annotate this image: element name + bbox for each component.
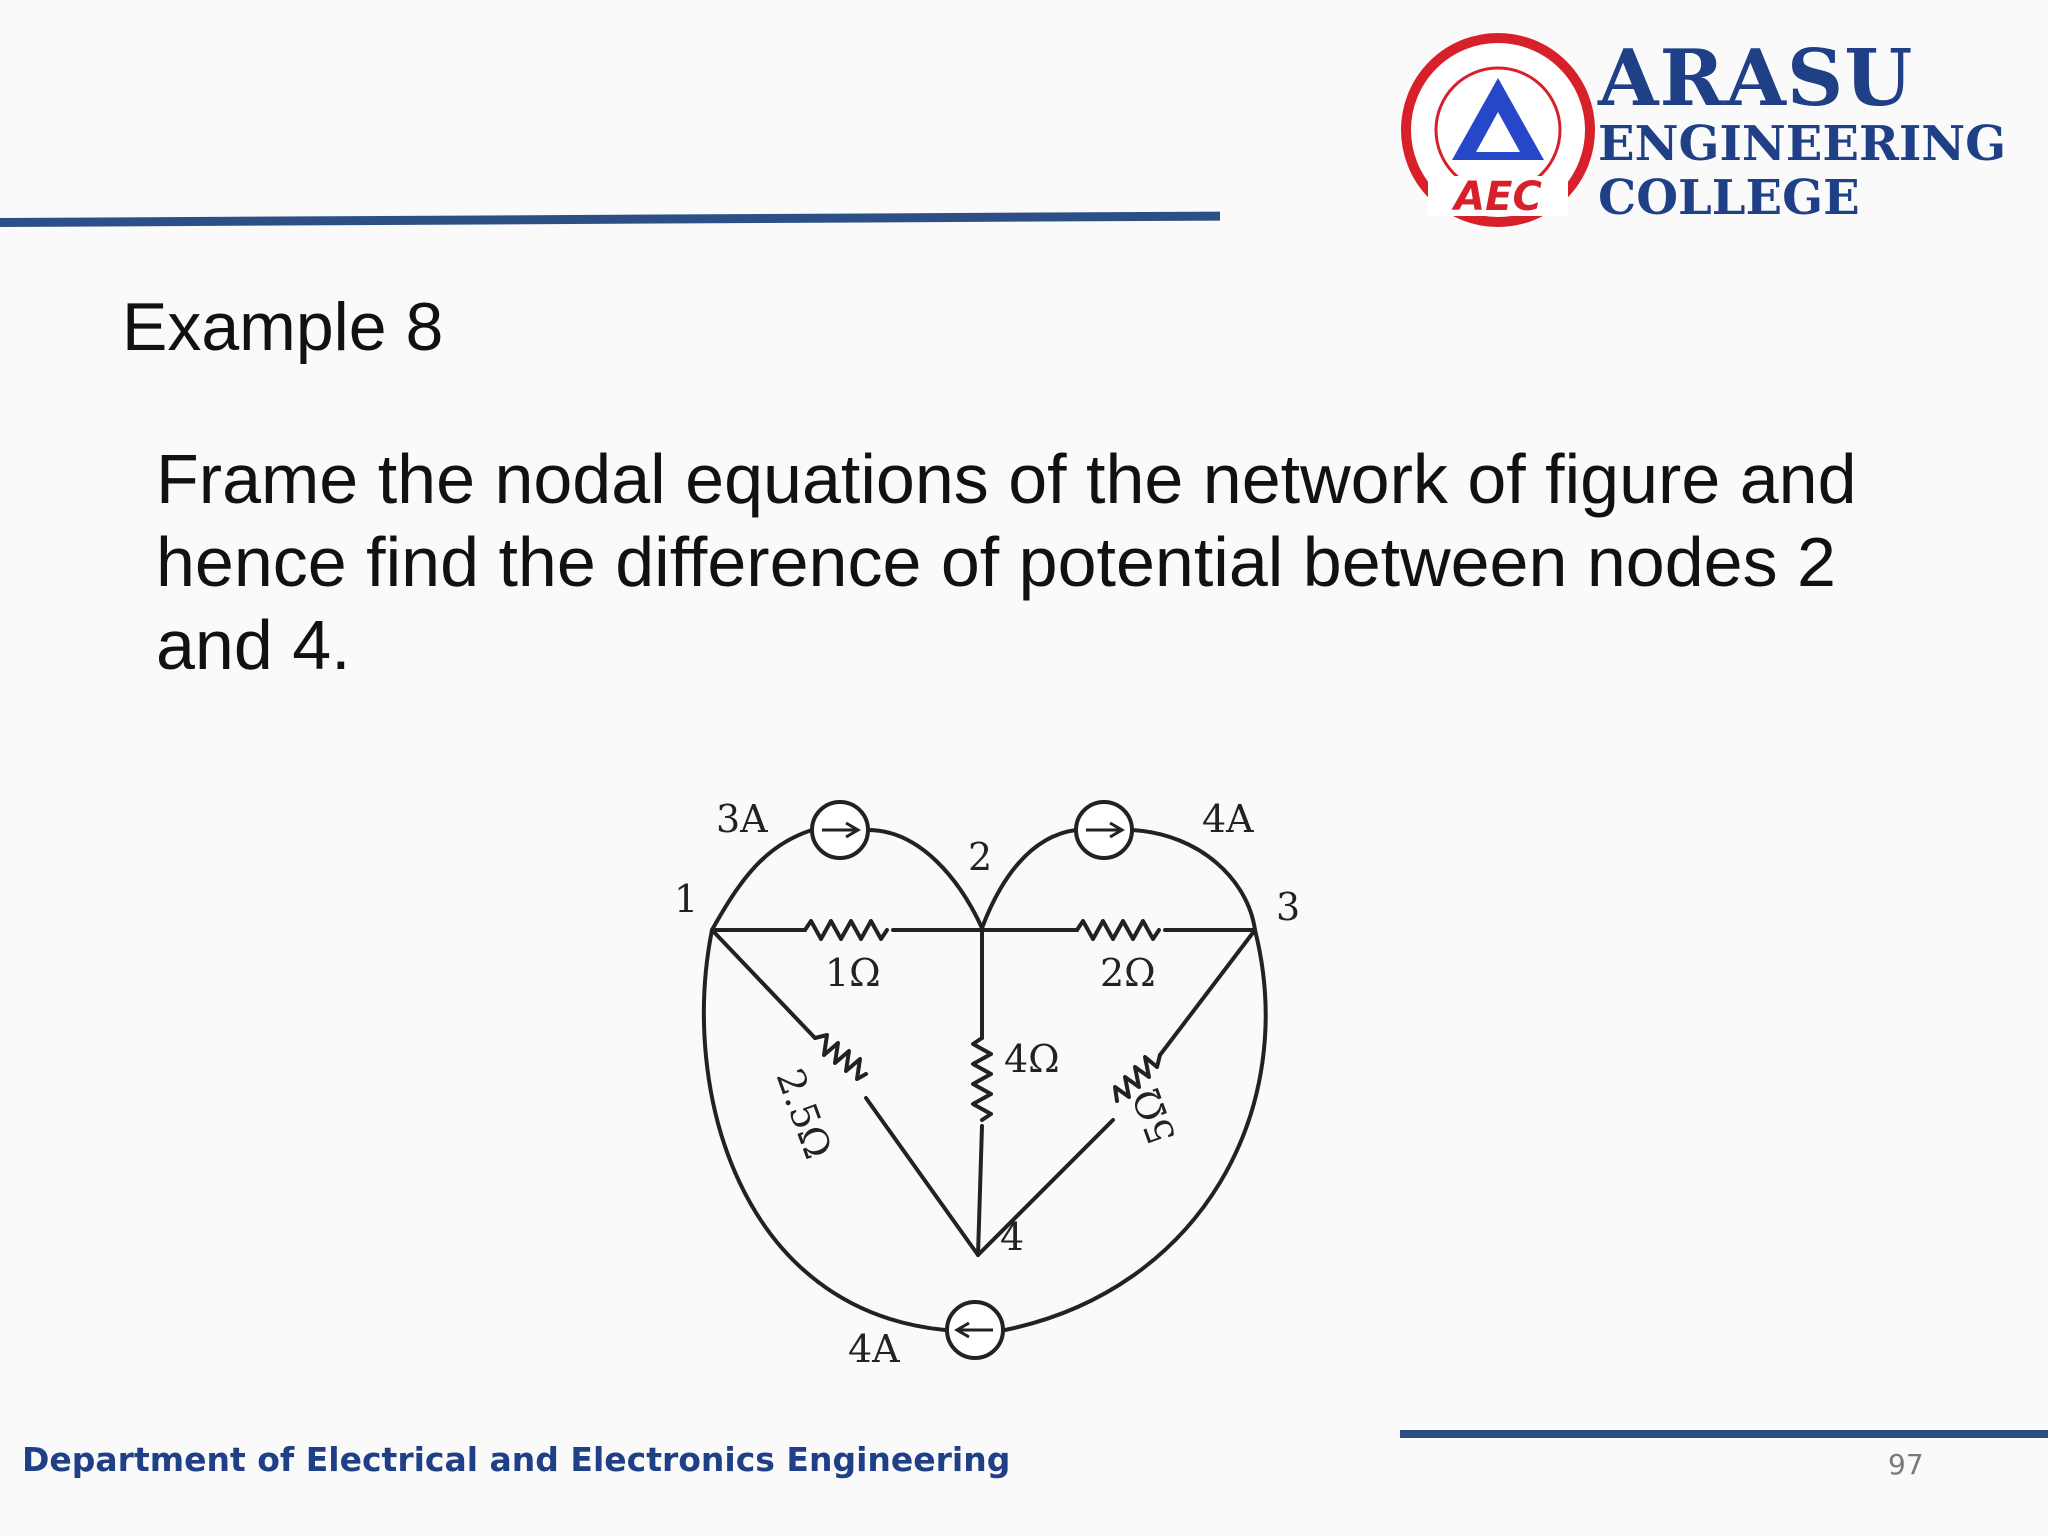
college-seal-icon bbox=[1398, 30, 1598, 230]
example-title: Example 8 bbox=[122, 289, 444, 365]
wire-arc-3A-2 bbox=[868, 830, 982, 928]
college-name-line2: ENGINEERING bbox=[1598, 116, 2007, 172]
current-source-3A bbox=[812, 802, 868, 858]
node-label-2: 2 bbox=[968, 835, 993, 879]
wire-3-4b bbox=[978, 1120, 1113, 1255]
department-name: Department of Electrical and Electronics Engineering bbox=[22, 1440, 1011, 1479]
resistor-label-5ohm: 5Ω bbox=[1124, 1082, 1185, 1150]
circuit-diagram bbox=[440, 770, 1480, 1390]
source-label-3A: 3A bbox=[716, 797, 768, 841]
resistor-label-2ohm: 2Ω bbox=[1100, 951, 1156, 995]
resistor-1ohm-symbol bbox=[805, 921, 887, 939]
resistor-2ohm-symbol bbox=[1077, 921, 1159, 939]
node-label-3: 3 bbox=[1276, 885, 1301, 929]
college-name-line3: COLLEGE bbox=[1598, 170, 1860, 226]
header-divider bbox=[0, 212, 1220, 227]
node-label-1: 1 bbox=[674, 877, 699, 921]
question-line: and 4. bbox=[156, 606, 351, 684]
college-name-line1: ARASU bbox=[1598, 33, 1914, 124]
resistor-label-2.5ohm: 2.5Ω bbox=[767, 1063, 841, 1165]
resistor-4ohm-symbol bbox=[973, 1038, 991, 1120]
resistor-2.5ohm-symbol bbox=[815, 1035, 866, 1079]
wire-arc-2-4A bbox=[982, 830, 1076, 928]
college-logo bbox=[1390, 22, 2040, 232]
source-label-4A-bottom: 4A bbox=[848, 1327, 900, 1371]
wire-1-4b bbox=[866, 1098, 978, 1255]
wire-arc-1-3A bbox=[712, 830, 812, 930]
college-name bbox=[1598, 33, 2007, 226]
wire-2-4b bbox=[978, 1126, 982, 1255]
wire-1-4a bbox=[712, 930, 815, 1038]
node-label-4: 4 bbox=[1000, 1215, 1025, 1259]
current-source-4A-bottom bbox=[947, 1302, 1003, 1358]
resistor-label-4ohm: 4Ω bbox=[1004, 1037, 1060, 1081]
footer-divider bbox=[1400, 1430, 2048, 1438]
seal-abbrev: AEC bbox=[1454, 174, 1542, 220]
wire-arc-4A-3 bbox=[1132, 830, 1255, 930]
question-line: hence find the difference of potential between nodes 2 bbox=[156, 523, 1836, 601]
wire-3-4a bbox=[1160, 930, 1255, 1055]
current-source-4A-top bbox=[1076, 802, 1132, 858]
source-label-4A-top: 4A bbox=[1202, 797, 1254, 841]
resistor-label-1ohm: 1Ω bbox=[825, 951, 881, 995]
question-text bbox=[156, 438, 1936, 687]
page-number: 97 bbox=[1888, 1448, 1924, 1481]
question-line: Frame the nodal equations of the network of figure and bbox=[156, 440, 1857, 518]
